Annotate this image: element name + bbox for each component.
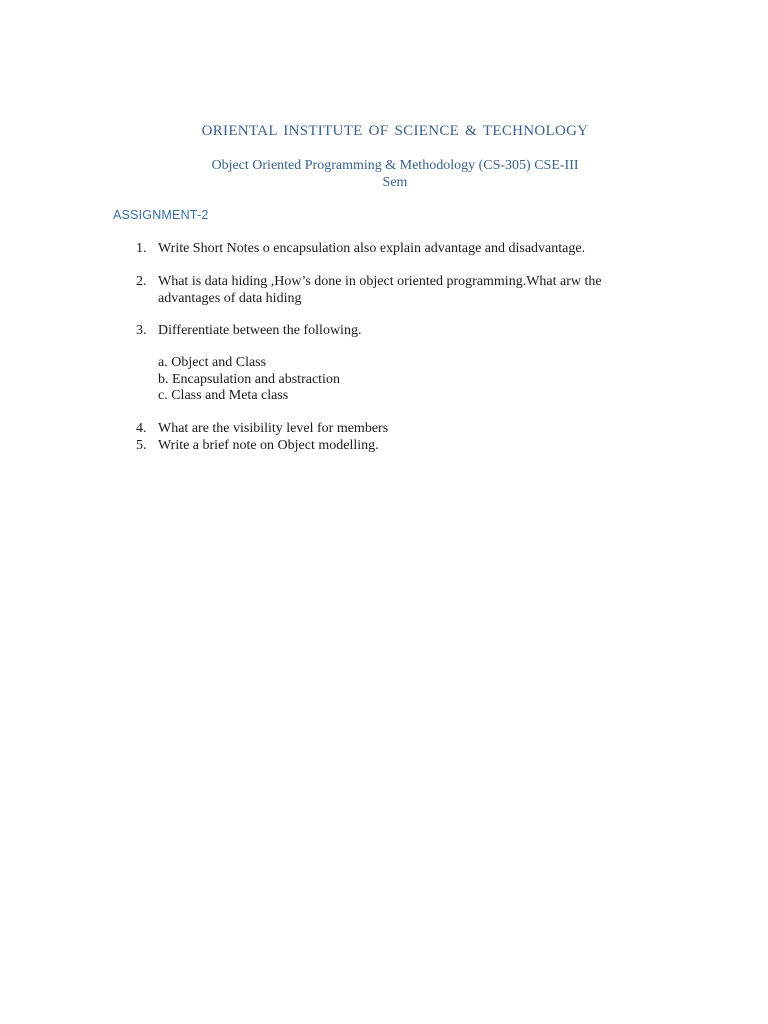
sub-item: a. Object and Class <box>158 355 267 370</box>
course-subtitle: Object Oriented Programming & Methodology (CS-305) CSE-III Sem <box>211 158 579 190</box>
question-text: What is data hiding ,How’s done in object oriented programming.What arw the advantages of data hiding <box>158 274 602 306</box>
question-number: 5. <box>136 438 147 453</box>
question-number: 4. <box>136 421 147 436</box>
sub-item: b. Encapsulation and abstraction <box>158 371 340 387</box>
question-text: Write Short Notes o encapsulation also explain advantage and disadvantage. <box>158 241 586 256</box>
assignment-heading: ASSIGNMENT-2 <box>113 208 209 222</box>
question-text: Write a brief note on Object modelling. <box>158 438 379 453</box>
question-text: What are the visibility level for members <box>158 421 389 436</box>
institute-title: ORIENTAL INSTITUTE OF SCIENCE & TECHNOLOGY <box>201 123 589 139</box>
question-number: 2. <box>136 274 147 289</box>
question-number: 1. <box>136 241 147 256</box>
sub-item: c. Class and Meta class <box>158 388 289 403</box>
question-text: Differentiate between the following. <box>158 323 362 338</box>
question-number: 3. <box>136 323 147 338</box>
